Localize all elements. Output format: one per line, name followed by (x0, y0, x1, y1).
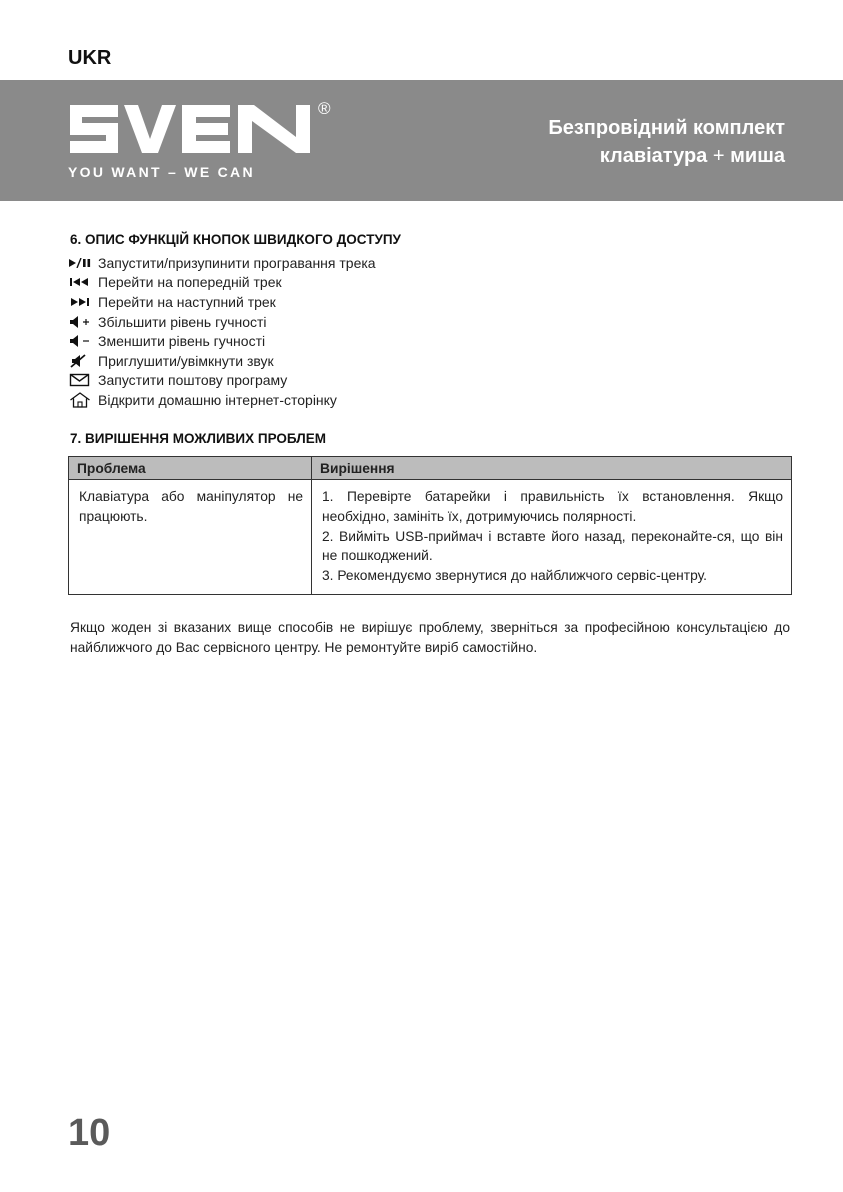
hotkey-label: Перейти на попередній трек (98, 274, 282, 291)
hotkey-label: Запустити поштову програму (98, 372, 288, 389)
solution-step: 2. Вийміть USB-приймач і вставте його назад, переконайте-ся, що він не пошкоджений. (322, 528, 783, 564)
solution-step: 1. Перевірте батарейки і правильність їх встановлення. Якщо необхідно, замініть їх, дотримуючись полярності. (322, 489, 783, 524)
solution-cell (312, 480, 792, 595)
column-header-solution: Вирішення (312, 457, 792, 480)
problem-cell: Клавіатура або маніпулятор не працюють. (69, 480, 312, 595)
sven-logo (68, 105, 314, 153)
product-title (548, 114, 785, 170)
product-title-mouse: миша (730, 145, 785, 167)
hotkey-item-mute (66, 351, 376, 371)
product-title-line1: Безпровідний комплект (548, 117, 785, 139)
table-header-row (69, 457, 792, 480)
volume-up-icon (66, 314, 94, 330)
hotkey-label: Відкрити домашню інтернет-сторінку (98, 391, 337, 408)
hotkey-item-play-pause (66, 253, 376, 273)
section-7-heading: 7. ВИРІШЕННЯ МОЖЛИВИХ ПРОБЛЕМ (70, 431, 327, 446)
hotkey-item-home (66, 390, 376, 410)
solution-step: 3. Рекомендуємо звернутися до найближчого сервіс-центру. (322, 568, 707, 584)
service-note: Якщо жоден зі вказаних вище способів не вирішує проблему, зверніться за професійною консультацією до найближчого до Вас сервісного центру. Не ремонтуйте виріб самостійно. (70, 620, 790, 655)
mute-icon (66, 353, 94, 369)
page-number-text: 10 (68, 1115, 111, 1149)
hotkey-label: Приглушити/увімкнути звук (98, 352, 274, 369)
hotkey-item-previous-track (66, 273, 376, 293)
registered-mark: ® (318, 99, 331, 118)
product-title-plus: + (712, 145, 725, 167)
hotkey-item-next-track (66, 292, 376, 312)
section-6-heading: 6. ОПИС ФУНКЦІЙ КНОПОК ШВИДКОГО ДОСТУПУ (70, 232, 401, 247)
play-pause-icon (66, 255, 94, 271)
hotkey-label: Перейти на наступний трек (98, 293, 276, 310)
hotkey-label: Збільшити рівень гучності (98, 313, 267, 330)
home-icon (66, 392, 94, 408)
hotkey-item-volume-down (66, 331, 376, 351)
hotkey-item-volume-up (66, 312, 376, 332)
troubleshooting-table (68, 456, 792, 595)
hotkey-label: Запустити/призупинити програвання трека (98, 254, 376, 271)
hotkey-label: Зменшити рівень гучності (98, 333, 266, 350)
next-track-icon (66, 294, 94, 310)
product-title-keyboard: клавіатура (599, 145, 708, 167)
hotkey-list (66, 253, 376, 410)
volume-down-icon (66, 333, 94, 349)
table-row (69, 480, 792, 595)
mail-icon (66, 372, 94, 388)
language-code: UKR (68, 47, 112, 69)
hotkey-item-mail (66, 371, 376, 391)
page-number (68, 1115, 126, 1149)
brand-slogan: YOU WANT – WE CAN (68, 164, 255, 180)
product-title-line2 (548, 142, 785, 170)
previous-track-icon (66, 274, 94, 290)
column-header-problem: Проблема (69, 457, 312, 480)
